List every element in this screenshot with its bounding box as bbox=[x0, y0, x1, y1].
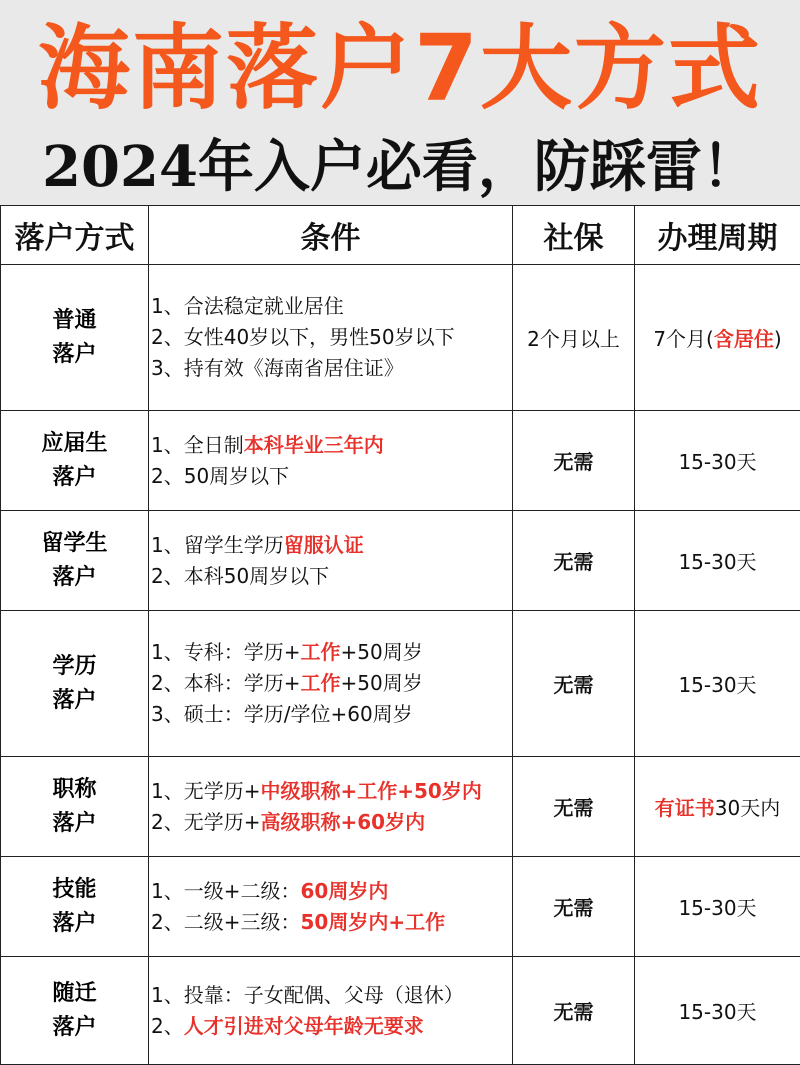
method-label: 落户 bbox=[2, 807, 147, 841]
condition-text: 1、一级+二级： bbox=[151, 879, 300, 903]
condition-line bbox=[151, 699, 511, 730]
social-security-cell: 2个月以上 bbox=[513, 265, 635, 411]
cycle-text: 15-30天 bbox=[678, 450, 756, 474]
condition-text: +50周岁 bbox=[340, 640, 422, 664]
table-row bbox=[1, 611, 800, 757]
condition-highlight: 高级职称+60岁内 bbox=[260, 810, 425, 834]
conditions-cell bbox=[149, 857, 513, 957]
condition-highlight: 50周岁内+工作 bbox=[300, 910, 445, 934]
method-cell bbox=[1, 757, 149, 857]
page-subtitle: 2024年入户必看，防踩雷！ bbox=[0, 132, 800, 202]
condition-line bbox=[151, 637, 511, 668]
condition-line bbox=[151, 980, 511, 1011]
condition-text: 2、 bbox=[151, 1014, 184, 1038]
method-cell bbox=[1, 265, 149, 411]
conditions-cell bbox=[149, 611, 513, 757]
condition-text: 1、专科：学历+ bbox=[151, 640, 300, 664]
condition-text: 2、50周岁以下 bbox=[151, 464, 289, 488]
table-row bbox=[1, 957, 800, 1065]
condition-line bbox=[151, 876, 511, 907]
cycle-cell bbox=[635, 411, 800, 511]
social-security-cell: 无需 bbox=[513, 957, 635, 1065]
cycle-cell bbox=[635, 957, 800, 1065]
cycle-highlight: 有证书 bbox=[655, 796, 715, 820]
method-label: 落户 bbox=[2, 907, 147, 941]
method-label: 普通 bbox=[2, 304, 147, 338]
social-security-cell: 无需 bbox=[513, 511, 635, 611]
cycle-cell bbox=[635, 757, 800, 857]
cycle-highlight: 含居住 bbox=[714, 327, 774, 351]
condition-line bbox=[151, 291, 511, 322]
condition-line bbox=[151, 1011, 511, 1042]
cycle-text: 15-30天 bbox=[678, 673, 756, 697]
condition-text: 2、女性40岁以下，男性50岁以下 bbox=[151, 325, 455, 349]
method-label: 应届生 bbox=[2, 427, 147, 461]
method-cell bbox=[1, 511, 149, 611]
condition-line bbox=[151, 353, 511, 384]
condition-text: 1、留学生学历 bbox=[151, 533, 284, 557]
column-header-cycle: 办理周期 bbox=[635, 206, 800, 265]
table-row bbox=[1, 411, 800, 511]
social-security-cell: 无需 bbox=[513, 611, 635, 757]
conditions-cell bbox=[149, 757, 513, 857]
column-header-social-security: 社保 bbox=[513, 206, 635, 265]
condition-line bbox=[151, 461, 511, 492]
method-cell bbox=[1, 411, 149, 511]
condition-text: 2、无学历+ bbox=[151, 810, 260, 834]
cycle-text: 15-30天 bbox=[678, 896, 756, 920]
column-header-method: 落户方式 bbox=[1, 206, 149, 265]
cycle-cell bbox=[635, 511, 800, 611]
condition-highlight: 人才引进对父母年龄无要求 bbox=[184, 1014, 424, 1038]
method-label: 留学生 bbox=[2, 527, 147, 561]
condition-line bbox=[151, 530, 511, 561]
cycle-cell bbox=[635, 857, 800, 957]
condition-line bbox=[151, 807, 511, 838]
condition-text: 2、本科：学历+ bbox=[151, 671, 300, 695]
social-security-cell: 无需 bbox=[513, 857, 635, 957]
table-row bbox=[1, 757, 800, 857]
condition-text: 3、持有效《海南省居住证》 bbox=[151, 356, 404, 380]
condition-text: 1、全日制 bbox=[151, 433, 244, 457]
conditions-cell bbox=[149, 411, 513, 511]
header bbox=[0, 0, 800, 205]
cycle-cell bbox=[635, 611, 800, 757]
condition-text: 1、合法稳定就业居住 bbox=[151, 294, 344, 318]
condition-highlight: 60周岁内 bbox=[300, 879, 388, 903]
condition-text: 2、二级+三级： bbox=[151, 910, 300, 934]
condition-text: +50周岁 bbox=[340, 671, 422, 695]
conditions-cell bbox=[149, 511, 513, 611]
method-label: 落户 bbox=[2, 338, 147, 372]
condition-line bbox=[151, 561, 511, 592]
conditions-cell bbox=[149, 957, 513, 1065]
condition-text: 1、投靠：子女配偶、父母（退休） bbox=[151, 983, 464, 1007]
social-security-cell: 无需 bbox=[513, 411, 635, 511]
method-cell bbox=[1, 857, 149, 957]
table-header-row bbox=[1, 206, 800, 265]
condition-line bbox=[151, 430, 511, 461]
condition-line bbox=[151, 776, 511, 807]
table-row bbox=[1, 511, 800, 611]
condition-line bbox=[151, 668, 511, 699]
method-label: 技能 bbox=[2, 873, 147, 907]
table-row bbox=[1, 857, 800, 957]
method-cell bbox=[1, 611, 149, 757]
page-title: 海南落户7大方式 bbox=[0, 14, 800, 124]
condition-highlight: 留服认证 bbox=[284, 533, 364, 557]
condition-line bbox=[151, 907, 511, 938]
social-security-cell: 无需 bbox=[513, 757, 635, 857]
table-row bbox=[1, 265, 800, 411]
cycle-text: 30天内 bbox=[715, 796, 780, 820]
cycle-text: 15-30天 bbox=[678, 1000, 756, 1024]
method-label: 落户 bbox=[2, 1011, 147, 1045]
method-label: 落户 bbox=[2, 461, 147, 495]
cycle-cell bbox=[635, 265, 800, 411]
method-cell bbox=[1, 957, 149, 1065]
cycle-text: 15-30天 bbox=[678, 550, 756, 574]
condition-text: 2、本科50周岁以下 bbox=[151, 564, 329, 588]
condition-highlight: 本科毕业三年内 bbox=[244, 433, 384, 457]
condition-highlight: 工作 bbox=[300, 640, 340, 664]
column-header-conditions: 条件 bbox=[149, 206, 513, 265]
method-label: 落户 bbox=[2, 684, 147, 718]
method-label: 落户 bbox=[2, 561, 147, 595]
condition-text: 3、硕士：学历/学位+60周岁 bbox=[151, 702, 413, 726]
condition-highlight: 中级职称+工作+50岁内 bbox=[260, 779, 481, 803]
settlement-table bbox=[0, 205, 800, 1065]
condition-highlight: 工作 bbox=[300, 671, 340, 695]
conditions-cell bbox=[149, 265, 513, 411]
cycle-text: ) bbox=[774, 327, 782, 351]
method-label: 随迁 bbox=[2, 977, 147, 1011]
condition-text: 1、无学历+ bbox=[151, 779, 260, 803]
condition-line bbox=[151, 322, 511, 353]
method-label: 学历 bbox=[2, 650, 147, 684]
cycle-text: 7个月( bbox=[653, 327, 714, 351]
method-label: 职称 bbox=[2, 773, 147, 807]
